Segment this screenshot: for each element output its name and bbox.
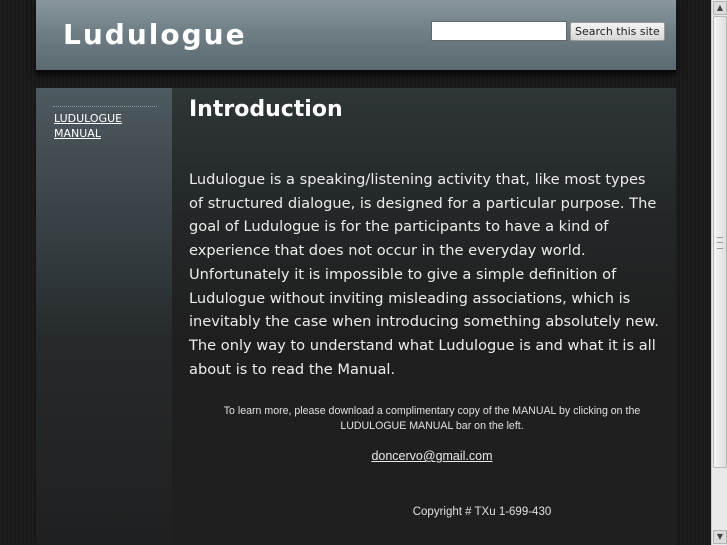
scroll-up-icon[interactable]: ▲ xyxy=(713,1,727,15)
email-link[interactable]: doncervo@gmail.com xyxy=(371,449,493,463)
site-title[interactable]: Ludulogue xyxy=(63,18,247,51)
content-panel xyxy=(172,88,676,545)
search-input[interactable] xyxy=(431,21,567,41)
scrollbar-grip-icon xyxy=(717,237,723,249)
scroll-down-icon[interactable]: ▼ xyxy=(713,530,727,544)
main-area xyxy=(36,88,676,545)
learn-more-text: To learn more, please download a complimentary copy of the MANUAL by clicking on the LUDULOGUE MANUAL bar on the left. xyxy=(223,405,641,432)
sidebar-item-ludulogue-manual[interactable]: LUDULOGUE MANUAL xyxy=(54,112,123,140)
page-title: Introduction xyxy=(189,97,343,122)
site-header xyxy=(36,0,676,73)
copyright-text: Copyright # TXu 1-699-430 xyxy=(412,506,552,518)
sidebar-divider xyxy=(53,106,157,107)
vertical-scrollbar[interactable] xyxy=(711,0,727,545)
intro-paragraph: Ludulogue is a speaking/listening activity that, like most types of structured dialogue, is designed for a particular purpose. The goal of Ludulogue is for the participants to have a kind of experience that does not occur in the everyday world. Unfortunately it is impossible to give a simple definition of Ludulogue without inviting misleading associations, which is inevitably the case when introducing something absolutely new. The only way to understand what Ludulogue is and what it is all about is to read the Manual. xyxy=(189,171,659,378)
sidebar xyxy=(36,88,172,545)
scrollbar-thumb[interactable] xyxy=(713,16,727,468)
search-button[interactable]: Search this site xyxy=(570,22,665,41)
